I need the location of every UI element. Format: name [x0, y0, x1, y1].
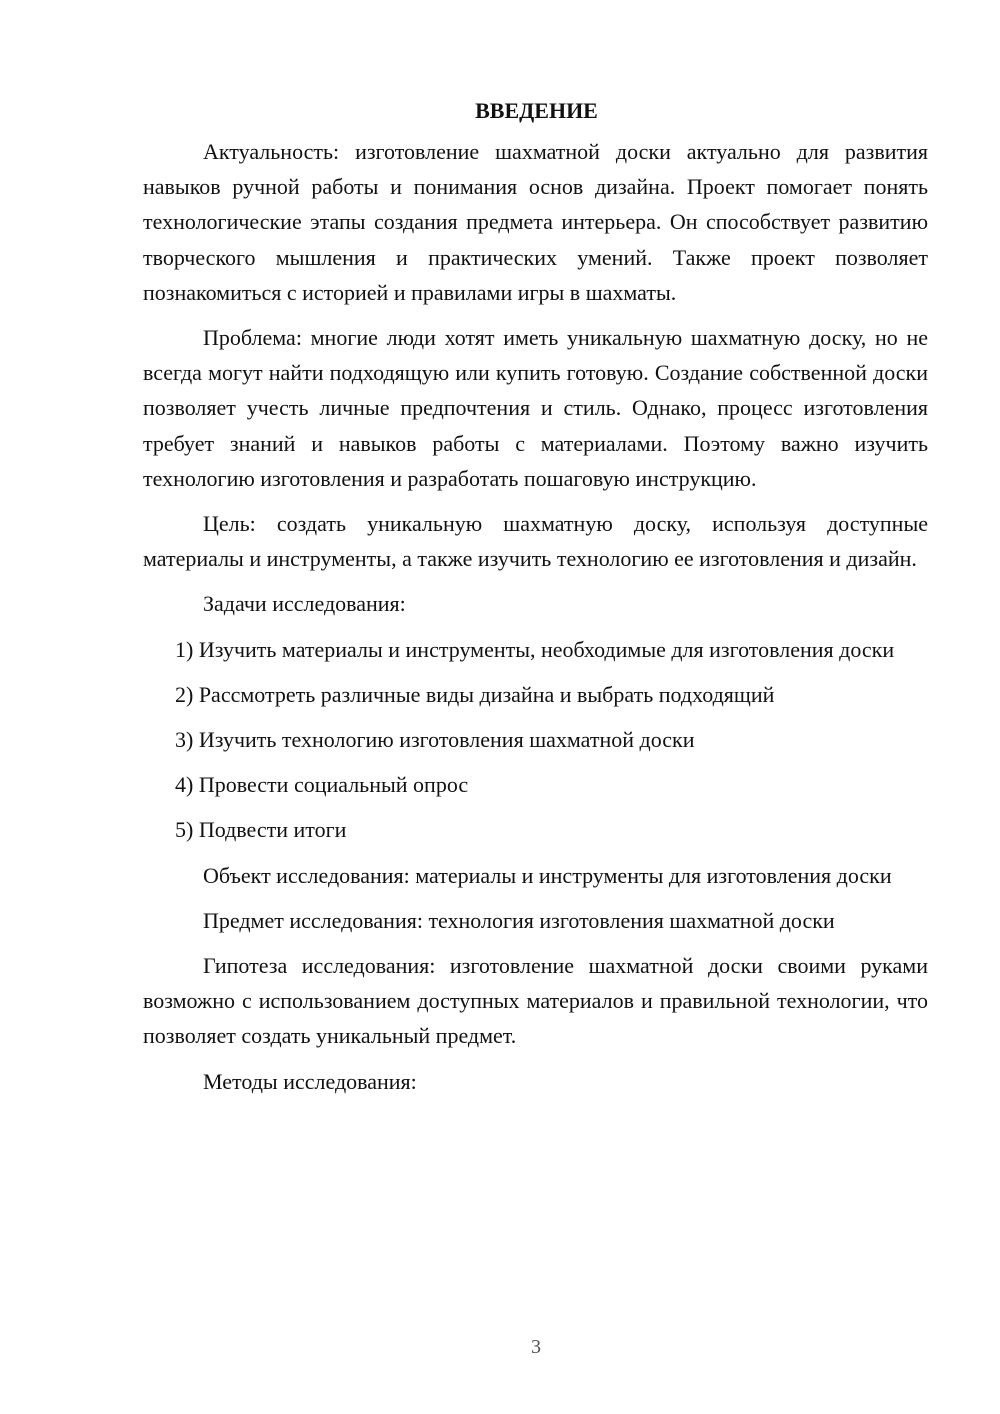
paragraph-goal: Цель: создать уникальную шахматную доску, используя доступные материалы и инструменты, а также изучить технологию ее изготовления и дизайн.: [143, 511, 928, 572]
paragraph-object: Объект исследования: материалы и инструменты для изготовления доски: [203, 862, 892, 888]
task-item-2: 2) Рассмотреть различные виды дизайна и выбрать подходящий: [175, 681, 775, 707]
paragraph-relevance: Актуальность: изготовление шахматной доски актуально для развития навыков ручной работы и понимания основ дизайна. Проект помогает понять технологические этапы создания предмета интерьера. Он способствует развитию творческого мышления и практических умений. Также проект позволяет познакомиться с историей и правилами игры в шахматы.: [143, 139, 928, 305]
paragraph-subject: Предмет исследования: технология изготовления шахматной доски: [203, 907, 835, 933]
page-title: ВВЕДЕНИЕ: [475, 98, 598, 123]
task-item-3: 3) Изучить технологию изготовления шахматной доски: [175, 727, 695, 753]
document-body: [143, 96, 928, 1109]
task-item-4: 4) Провести социальный опрос: [175, 772, 469, 798]
paragraph-hypothesis: Гипотеза исследования: изготовление шахматной доски своими руками возможно с использованием доступных материалов и правильной технологии, что позволяет создать уникальный предмет.: [143, 953, 928, 1049]
task-item-1: 1) Изучить материалы и инструменты, необходимые для изготовления доски: [175, 636, 895, 662]
paragraph-problem: Проблема: многие люди хотят иметь уникальную шахматную доску, но не всегда могут найти подходящую или купить готовую. Создание собственной доски позволяет учесть личные предпочтения и стиль. Однако, процесс изготовления требует знаний и навыков работы с материалами. Поэтому важно изучить технологию изготовления и разработать пошаговую инструкцию.: [143, 325, 928, 491]
task-item-5: 5) Подвести итоги: [175, 817, 347, 843]
page-number: 3: [531, 1336, 541, 1358]
tasks-heading: Задачи исследования:: [203, 591, 406, 617]
methods-heading: Методы исследования:: [203, 1068, 417, 1094]
